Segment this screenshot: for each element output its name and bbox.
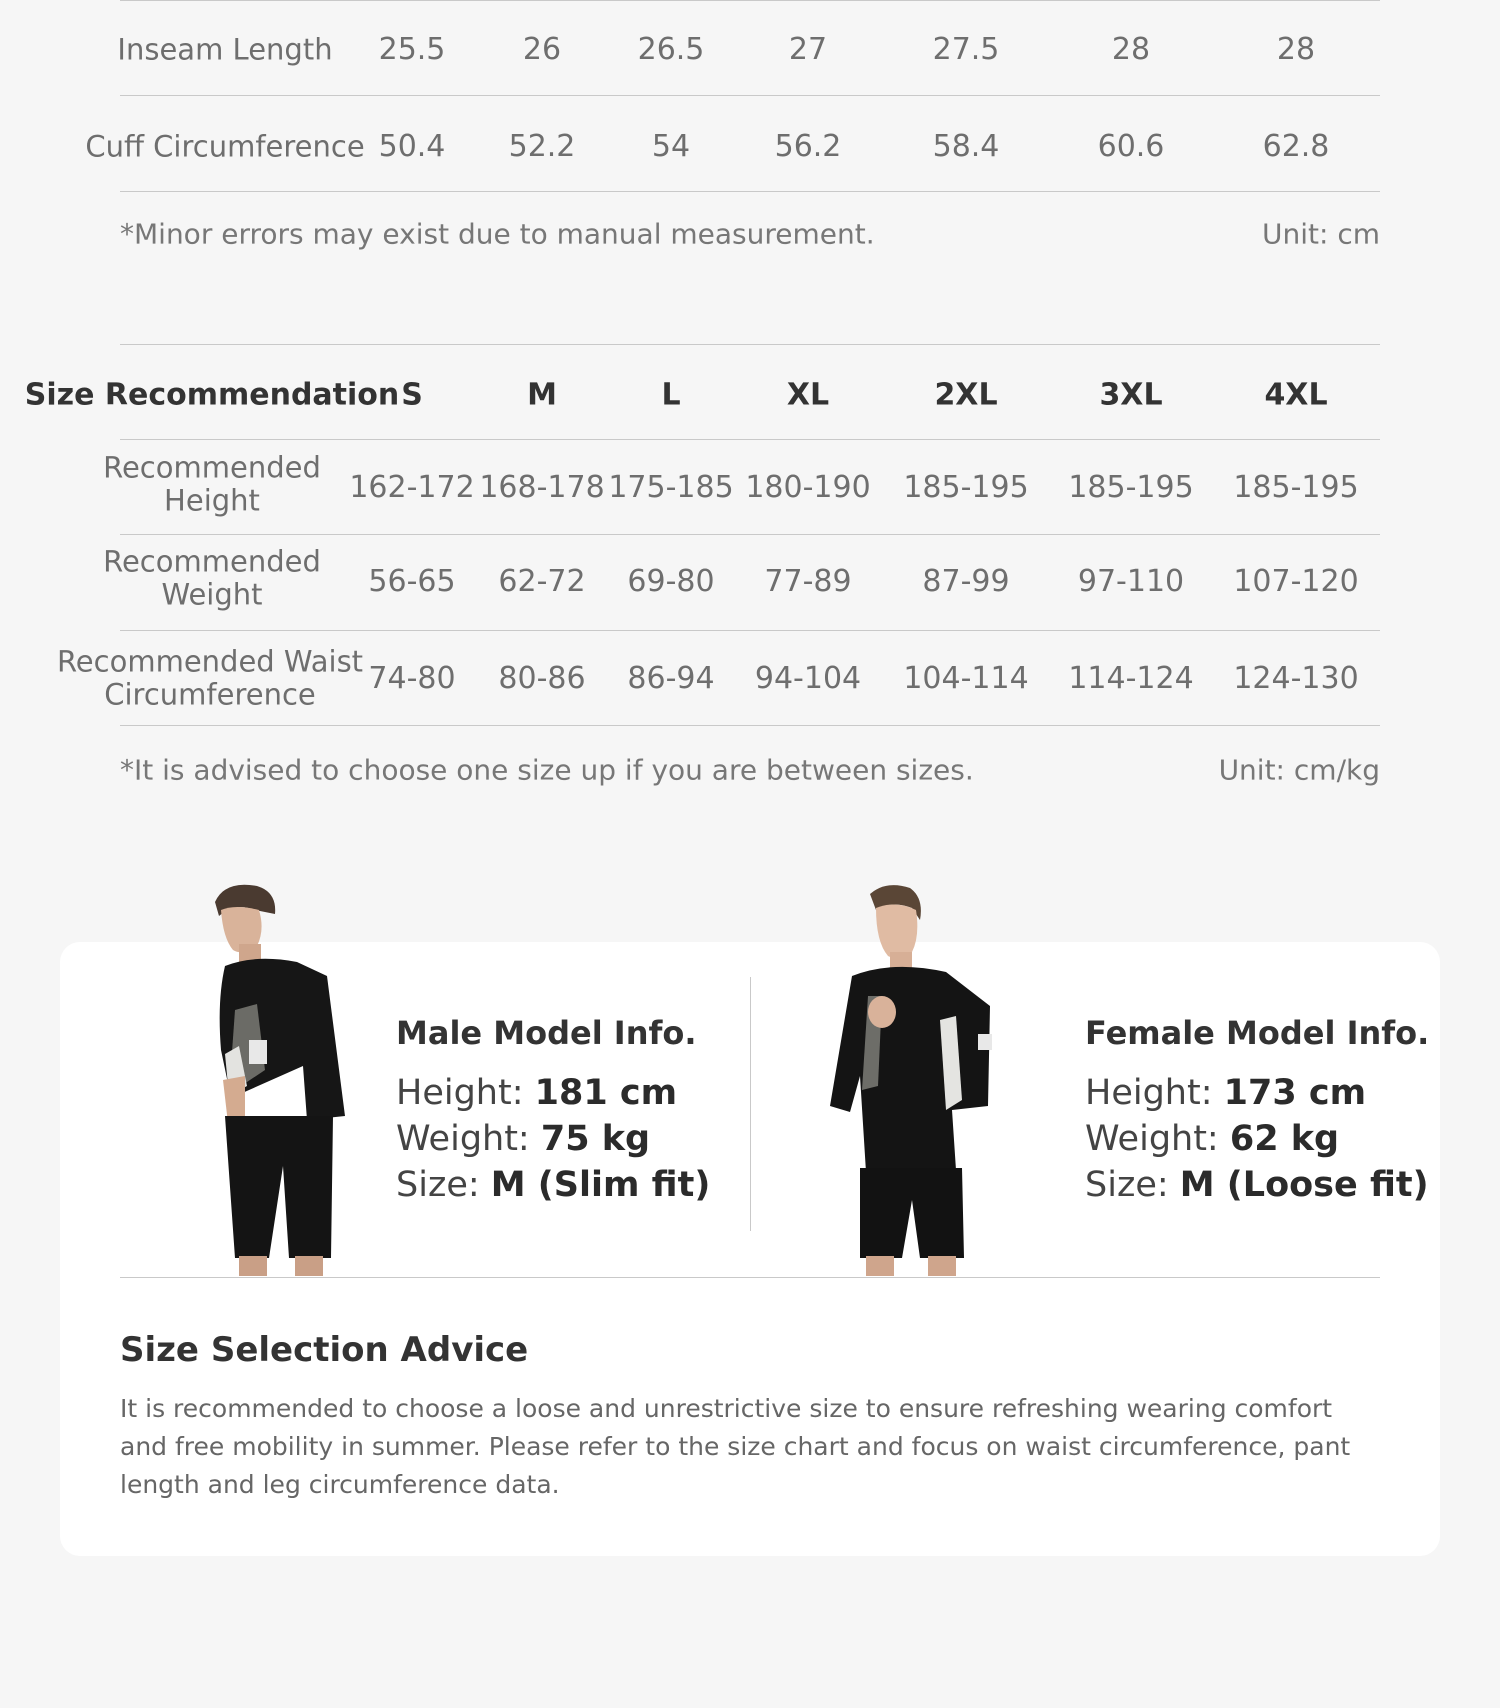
cell-value: 185-195: [1233, 469, 1359, 505]
cell-value: 54: [651, 128, 691, 164]
row-label-line: Circumference: [104, 678, 316, 712]
size-header-2xl: 2XL: [934, 377, 998, 413]
row-label-inseam-length: Inseam Length: [117, 32, 333, 67]
female-model-photo: [820, 880, 1000, 1278]
row-divider: [120, 439, 1380, 440]
size-value: M (Slim fit): [490, 1165, 711, 1205]
male-model-photo: [195, 880, 375, 1278]
cell-value: 74-80: [368, 660, 456, 696]
cell-value: 97-110: [1077, 563, 1185, 599]
cell-value: 56-65: [368, 563, 456, 599]
cell-value: 185-195: [903, 469, 1029, 505]
cell-value: 80-86: [498, 660, 586, 696]
cell-value: 28: [1111, 31, 1151, 67]
row-divider: [120, 725, 1380, 726]
female-model-height: [1085, 1070, 1429, 1116]
cell-value: 58.4: [932, 128, 1000, 164]
cell-value: 50.4: [378, 128, 446, 164]
height-label: Height:: [1085, 1073, 1213, 1113]
row-label-line: Weight: [161, 578, 263, 612]
cell-value: 27: [788, 31, 828, 67]
row-label-recommended-weight: [103, 546, 321, 613]
size-selection-advice-title: Size Selection Advice: [120, 1330, 529, 1370]
size-header-4xl: 4XL: [1264, 377, 1328, 413]
size-header-m: M: [527, 377, 557, 413]
row-divider: [120, 630, 1380, 631]
size-value: M (Loose fit): [1179, 1165, 1429, 1205]
male-model-info: [396, 1014, 710, 1208]
model-divider: [750, 977, 751, 1231]
cell-value: 26: [522, 31, 562, 67]
row-label-recommended-height: [103, 452, 321, 519]
size-selection-advice-text: It is recommended to choose a loose and unrestrictive size to ensure refreshing wearing comfort and free mobility in summer. Please refer to the size chart and focus on waist circumference, pant length and leg circumference data.: [120, 1394, 1351, 1499]
male-model-title: Male Model Info.: [396, 1014, 697, 1052]
height-value: 181 cm: [534, 1073, 678, 1113]
cell-value: 69-80: [627, 563, 715, 599]
cell-value: 168-178: [479, 469, 605, 505]
cell-value: 62-72: [498, 563, 586, 599]
cell-value: 52.2: [508, 128, 576, 164]
cell-value: 62.8: [1262, 128, 1330, 164]
height-label: Height:: [396, 1073, 524, 1113]
size-header-l: L: [661, 377, 681, 413]
measurement-note: *Minor errors may exist due to manual measurement.: [120, 217, 875, 251]
cell-value: 26.5: [637, 31, 705, 67]
cell-value: 107-120: [1233, 563, 1359, 599]
size-header-xl: XL: [786, 377, 830, 413]
male-model-height: [396, 1070, 710, 1116]
cell-value: 77-89: [764, 563, 852, 599]
unit-label: Unit: cm: [1261, 217, 1380, 251]
cell-value: 185-195: [1068, 469, 1194, 505]
row-divider: [120, 95, 1380, 96]
height-value: 173 cm: [1223, 1073, 1367, 1113]
cell-value: 175-185: [608, 469, 734, 505]
size-label: Size:: [396, 1165, 480, 1205]
size-recommendation-title: Size Recommendation: [24, 377, 400, 413]
cell-value: 27.5: [932, 31, 1000, 67]
weight-label: Weight:: [1085, 1119, 1219, 1159]
size-advice-note: *It is advised to choose one size up if you are between sizes.: [120, 753, 974, 787]
weight-value: 62 kg: [1229, 1119, 1340, 1159]
table-top-border: [120, 344, 1380, 345]
cell-value: 87-99: [922, 563, 1010, 599]
cell-value: 180-190: [745, 469, 871, 505]
row-label-recommended-waist: [57, 646, 363, 713]
size-header-3xl: 3XL: [1099, 377, 1163, 413]
size-label: Size:: [1085, 1165, 1169, 1205]
cell-value: 25.5: [378, 31, 446, 67]
row-label-cuff-circumference: Cuff Circumference: [85, 129, 365, 164]
female-model-title: Female Model Info.: [1085, 1014, 1430, 1052]
male-model-weight: [396, 1116, 710, 1162]
cell-value: 104-114: [903, 660, 1029, 696]
row-label-line: Height: [164, 484, 260, 518]
card-divider: [120, 1277, 1380, 1278]
cell-value: 28: [1276, 31, 1316, 67]
cell-value: 124-130: [1233, 660, 1359, 696]
female-model-info: [1085, 1014, 1429, 1208]
unit-label: Unit: cm/kg: [1218, 753, 1380, 787]
male-model-size: [396, 1162, 710, 1208]
female-model-size: [1085, 1162, 1429, 1208]
table-top-border: [120, 0, 1380, 1]
female-model-weight: [1085, 1116, 1429, 1162]
cell-value: 60.6: [1097, 128, 1165, 164]
row-label-line: Recommended: [103, 450, 321, 485]
row-label-line: Recommended Waist: [56, 644, 364, 679]
size-header-s: S: [401, 377, 423, 413]
cell-value: 86-94: [627, 660, 715, 696]
weight-value: 75 kg: [540, 1119, 651, 1159]
cell-value: 94-104: [754, 660, 862, 696]
weight-label: Weight:: [396, 1119, 530, 1159]
cell-value: 56.2: [774, 128, 842, 164]
cell-value: 162-172: [349, 469, 475, 505]
row-divider: [120, 534, 1380, 535]
cell-value: 114-124: [1068, 660, 1194, 696]
row-divider: [120, 191, 1380, 192]
row-label-line: Recommended: [103, 544, 321, 579]
